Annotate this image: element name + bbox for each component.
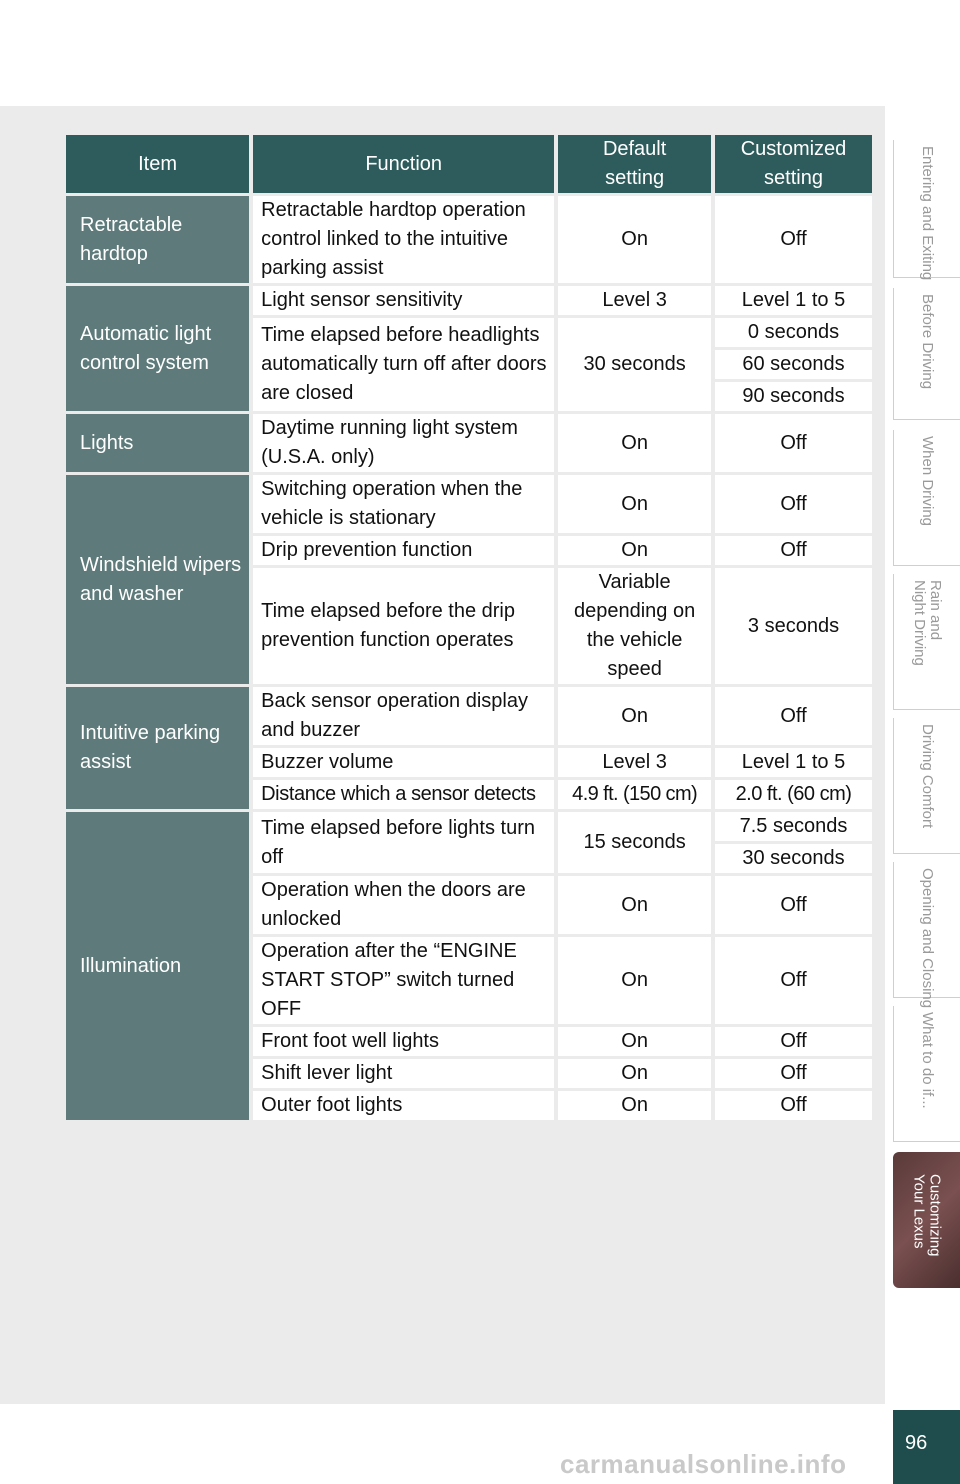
- custom-cell: 2.0 ft. (60 cm): [715, 780, 872, 809]
- item-automatic-light-control: Automatic light control system: [66, 286, 249, 411]
- tab-label: Before Driving: [919, 294, 936, 390]
- custom-cell: 60 seconds: [715, 350, 872, 379]
- custom-cell: Off: [715, 196, 872, 283]
- custom-cell: 0 seconds: [715, 318, 872, 347]
- tab-opening-and-closing[interactable]: [893, 862, 960, 1009]
- customization-table: [62, 132, 876, 1123]
- custom-cell: Off: [715, 687, 872, 745]
- tab-before-driving[interactable]: [893, 288, 960, 420]
- tab-label: Rain and Night Driving: [911, 580, 944, 666]
- item-illumination: Illumination: [66, 812, 249, 1120]
- default-cell: 4.9 ft. (150 cm): [558, 780, 711, 809]
- default-cell: On: [558, 687, 711, 745]
- default-cell: On: [558, 937, 711, 1024]
- watermark: carmanualsonline.info: [560, 1449, 847, 1479]
- custom-cell: Off: [715, 1059, 872, 1088]
- item-intuitive-parking-assist: Intuitive parking assist: [66, 687, 249, 809]
- page-number: [893, 1410, 960, 1484]
- custom-cell: Off: [715, 1091, 872, 1120]
- tab-driving-comfort[interactable]: [893, 718, 960, 854]
- custom-cell: Off: [715, 1027, 872, 1056]
- default-cell: On: [558, 414, 711, 472]
- default-cell: On: [558, 1027, 711, 1056]
- default-cell: On: [558, 475, 711, 533]
- table-row: [66, 414, 872, 472]
- header-item: Item: [66, 135, 249, 193]
- table-header-row: [66, 135, 872, 193]
- default-cell: On: [558, 1059, 711, 1088]
- function-cell: Time elapsed before lights turn off: [253, 812, 554, 873]
- function-cell: Light sensor sensitivity: [253, 286, 554, 315]
- function-cell: Operation after the “ENGINE START STOP” switch turned OFF: [253, 937, 554, 1024]
- function-cell: Distance which a sensor detects: [253, 780, 554, 809]
- function-cell: Operation when the doors are unlocked: [253, 876, 554, 934]
- default-cell: 30 seconds: [558, 318, 711, 411]
- item-lights: Lights: [66, 414, 249, 472]
- function-cell: Switching operation when the vehicle is stationary: [253, 475, 554, 533]
- default-cell: Level 3: [558, 748, 711, 777]
- tab-label: Driving Comfort: [919, 724, 936, 829]
- page-number-text: 96: [905, 1432, 928, 1454]
- custom-cell: Off: [715, 937, 872, 1024]
- tab-label: Opening and Closing: [919, 868, 936, 1009]
- default-cell: On: [558, 1091, 711, 1120]
- custom-cell: 90 seconds: [715, 382, 872, 411]
- default-cell: Variable depending on the vehicle speed: [558, 568, 711, 684]
- function-cell: Shift lever light: [253, 1059, 554, 1088]
- table-row: [66, 812, 872, 841]
- default-cell: Level 3: [558, 286, 711, 315]
- function-cell: Daytime running light system (U.S.A. only): [253, 414, 554, 472]
- table-row: [66, 286, 872, 315]
- function-cell: Back sensor operation display and buzzer: [253, 687, 554, 745]
- function-cell: Time elapsed before headlights automatically turn off after doors are closed: [253, 318, 554, 411]
- function-cell: Front foot well lights: [253, 1027, 554, 1056]
- custom-cell: Off: [715, 876, 872, 934]
- custom-cell: 3 seconds: [715, 568, 872, 684]
- item-windshield-wipers: Windshield wipers and washer: [66, 475, 249, 684]
- tab-entering-and-exiting[interactable]: [893, 140, 960, 281]
- default-cell: On: [558, 196, 711, 283]
- header-customized-setting: Customized setting: [715, 135, 872, 193]
- custom-cell: Off: [715, 536, 872, 565]
- tab-what-to-do-if[interactable]: [893, 1006, 960, 1142]
- item-retractable-hardtop: Retractable hardtop: [66, 196, 249, 283]
- custom-cell: Off: [715, 475, 872, 533]
- function-cell: Buzzer volume: [253, 748, 554, 777]
- custom-cell: Level 1 to 5: [715, 748, 872, 777]
- custom-cell: Level 1 to 5: [715, 286, 872, 315]
- tab-when-driving[interactable]: [893, 430, 960, 566]
- function-cell: Drip prevention function: [253, 536, 554, 565]
- table-row: [66, 196, 872, 283]
- tab-label: Entering and Exiting: [919, 146, 936, 281]
- default-cell: On: [558, 876, 711, 934]
- function-cell: Time elapsed before the drip prevention function operates: [253, 568, 554, 684]
- tab-rain-and-night-driving[interactable]: [893, 574, 960, 710]
- tab-label: When Driving: [919, 436, 936, 527]
- function-cell: Retractable hardtop operation control linked to the intuitive parking assist: [253, 196, 554, 283]
- default-cell: On: [558, 536, 711, 565]
- custom-cell: Off: [715, 414, 872, 472]
- custom-cell: 7.5 seconds: [715, 812, 872, 841]
- table-row: [66, 687, 872, 745]
- table-row: [66, 475, 872, 533]
- default-cell: 15 seconds: [558, 812, 711, 873]
- tab-label: What to do if...: [919, 1012, 936, 1109]
- function-cell: Outer foot lights: [253, 1091, 554, 1120]
- tab-label: Customizing Your Lexus: [910, 1174, 944, 1257]
- header-function: Function: [253, 135, 554, 193]
- header-default-setting: Default setting: [558, 135, 711, 193]
- custom-cell: 30 seconds: [715, 844, 872, 873]
- tab-customizing-your-lexus[interactable]: [893, 1152, 960, 1288]
